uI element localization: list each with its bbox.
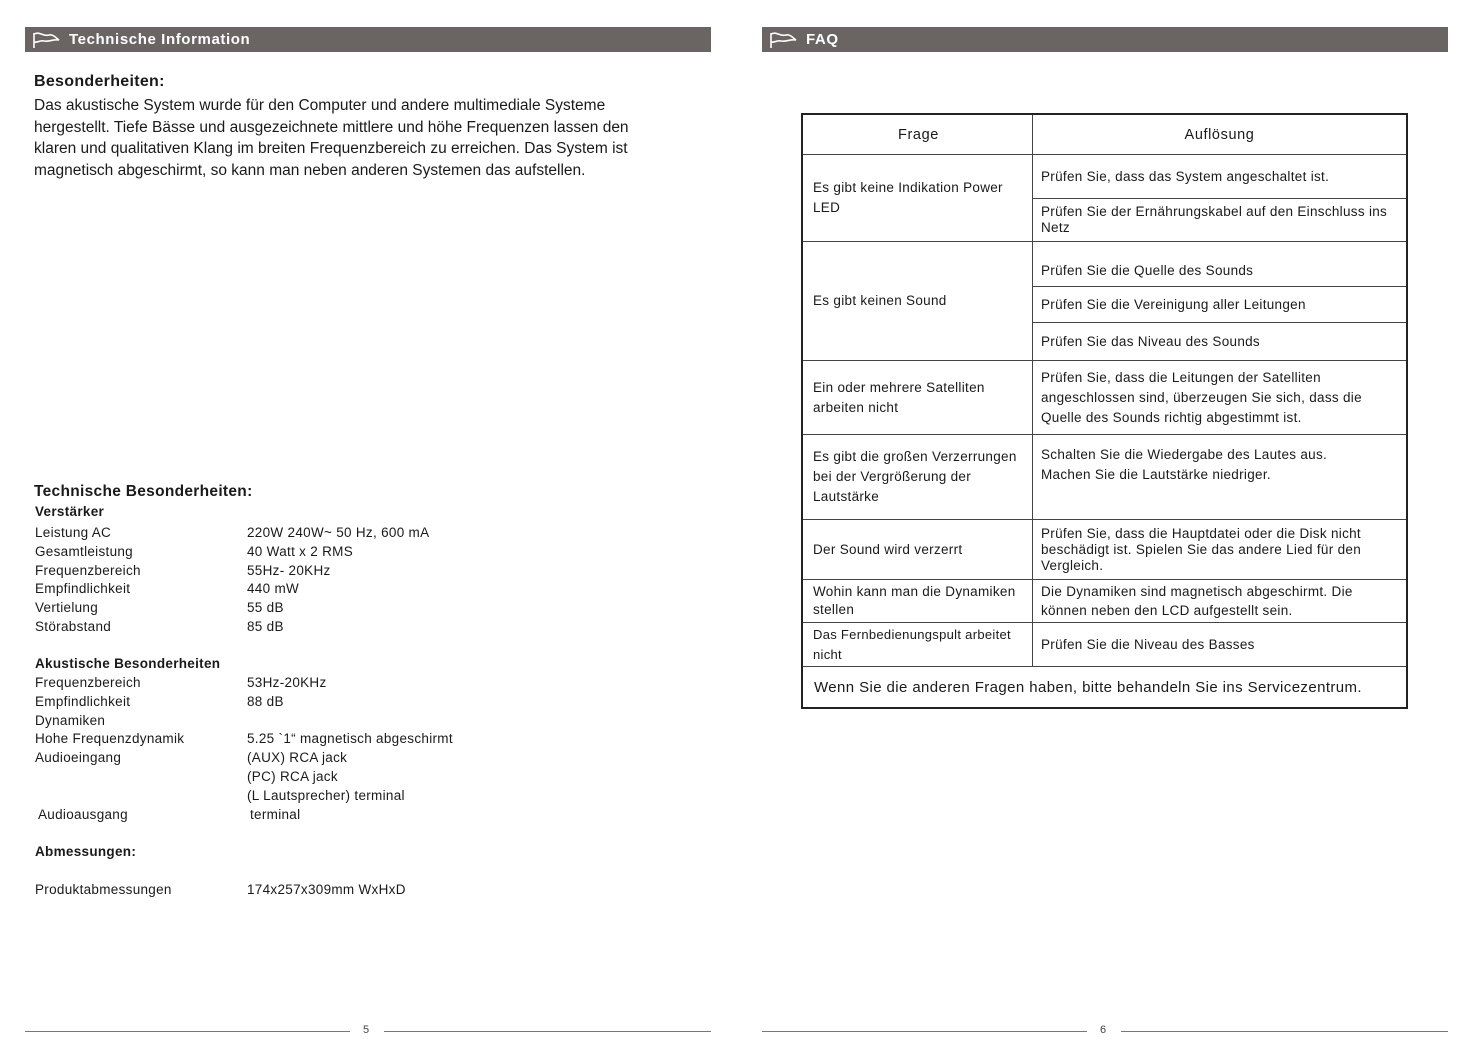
- spec-value: 55 dB: [247, 600, 284, 616]
- spec-row: [35, 806, 675, 825]
- spec-label: [35, 787, 247, 806]
- intro-line: Das akustische System wurde für den Computer und andere multimediale Systeme: [34, 97, 606, 114]
- spec-row: [35, 618, 675, 637]
- faq-answer: Schalten Sie die Wiedergabe des Lautes aus. Machen Sie die Lautstärke niedriger.: [1041, 447, 1328, 482]
- spec-row: [35, 599, 675, 618]
- spec-value: (AUX) RCA jack: [247, 750, 348, 766]
- faq-question: Wohin kann man die Dynamiken stellen: [803, 580, 1033, 622]
- spec-value: 40 Watt x 2 RMS: [247, 543, 354, 559]
- faq-answer: Prüfen Sie die Niveau des Basses: [1041, 636, 1255, 652]
- faq-answer: Die Dynamiken sind magnetisch abgeschirmt. Die können neben den LCD aufgestellt sein.: [1041, 584, 1353, 618]
- spec-row: [35, 562, 675, 581]
- faq-row: [803, 241, 1406, 360]
- faq-answer: Prüfen Sie, dass das System angeschaltet ist.: [1041, 168, 1330, 184]
- spec-row: [35, 712, 675, 731]
- spec-label: Audioausgang: [38, 806, 128, 822]
- faq-row: [803, 154, 1406, 241]
- spec-label: Audioeingang: [35, 750, 122, 766]
- header-title: FAQ: [806, 31, 839, 48]
- spec-label: Empfindlichkeit: [35, 693, 131, 709]
- acoustic-spec-list: [35, 674, 675, 824]
- spec-label: Frequenzbereich: [35, 562, 141, 578]
- intro-line: magnetisch abgeschirmt, so kann man neben anderen Systemen das aufstellen.: [34, 161, 586, 179]
- spec-value: 5.25 `1“ magnetisch abgeschirmt: [247, 731, 453, 747]
- spec-value: terminal: [250, 806, 301, 822]
- amplifier-spec-list: [35, 524, 675, 637]
- faq-question: Das Fernbedienungspult arbeitet nicht: [803, 623, 1033, 666]
- spec-row: [35, 674, 675, 693]
- spec-label: Gesamtleistung: [35, 543, 133, 559]
- faq-answer: Prüfen Sie, dass die Hauptdatei oder die Disk nicht beschädigt ist. Spielen Sie das andere Lied für den Vergleich.: [1041, 525, 1362, 573]
- faq-row: [803, 579, 1406, 622]
- spec-row: [35, 524, 675, 543]
- footer-divider: [25, 1031, 350, 1032]
- faq-row: [803, 434, 1406, 519]
- faq-answer: Prüfen Sie, dass die Leitungen der Satelliten angeschlossen sind, überzeugen Sie sich, dass die Quelle des Sounds richtig abgestimmt ist.: [1041, 369, 1362, 425]
- spec-value: 174x257x309mm WxHxD: [247, 882, 406, 897]
- section-header-technische-information: [25, 27, 711, 52]
- spec-label: Vertielung: [35, 600, 99, 616]
- intro-line: hergestellt. Tiefe Bässe und ausgezeichnete mittlere und höhe Frequenzen lassen den: [34, 118, 629, 136]
- spec-value: 55Hz- 20KHz: [247, 562, 331, 578]
- spec-row: [35, 693, 675, 712]
- header-title: Technische Information: [69, 31, 251, 48]
- amplifier-title: Verstärker: [35, 504, 105, 519]
- spec-label: [35, 768, 247, 787]
- flag-icon: [31, 31, 61, 49]
- faq-header-answer: Auflösung: [1184, 126, 1255, 143]
- spec-value: [247, 712, 675, 731]
- spec-label: Leistung AC: [35, 525, 112, 540]
- faq-answer: Prüfen Sie das Niveau des Sounds: [1033, 322, 1406, 360]
- spec-label: Störabstand: [35, 618, 112, 634]
- faq-question: Es gibt keine Indikation Power LED: [803, 155, 1033, 241]
- faq-header-row: [803, 115, 1406, 154]
- acoustic-title: Akustische Besonderheiten: [35, 656, 221, 671]
- faq-question: Der Sound wird verzerrt: [803, 520, 1033, 579]
- spec-value: (L Lautsprecher) terminal: [247, 787, 405, 803]
- spec-row: [35, 580, 675, 599]
- faq-answer: Prüfen Sie der Ernährungskabel auf den Einschluss ins Netz: [1033, 198, 1406, 241]
- spec-row: [35, 749, 675, 768]
- intro-title: Besonderheiten:: [34, 73, 165, 90]
- faq-question: Es gibt die großen Verzerrungen bei der Vergrößerung der Lautstärke: [803, 435, 1033, 519]
- spec-label: Produktabmessungen: [35, 882, 172, 897]
- faq-answer: Prüfen Sie die Vereinigung aller Leitungen: [1033, 286, 1406, 322]
- faq-row: [803, 519, 1406, 579]
- footer-divider: [1121, 1031, 1448, 1032]
- page-number: 6: [1099, 1024, 1107, 1036]
- spec-row: [35, 768, 675, 787]
- faq-answer: Prüfen Sie die Quelle des Sounds: [1041, 263, 1254, 278]
- dimensions-title: Abmessungen:: [35, 844, 137, 859]
- faq-row: [803, 360, 1406, 434]
- spec-row: [35, 881, 675, 900]
- footer-divider: [384, 1031, 711, 1032]
- spec-value: 85 dB: [247, 618, 284, 634]
- section-header-faq: [762, 27, 1448, 52]
- faq-header-question: Frage: [803, 115, 1033, 154]
- footer-divider: [762, 1031, 1087, 1032]
- spec-label: Hohe Frequenzdynamik: [35, 731, 185, 747]
- flag-icon: [768, 31, 798, 49]
- faq-question: Ein oder mehrere Satelliten arbeiten nicht: [803, 361, 1033, 434]
- spec-value: (PC) RCA jack: [247, 768, 338, 784]
- spec-value: 88 dB: [247, 693, 284, 709]
- faq-footer: Wenn Sie die anderen Fragen haben, bitte behandeln Sie ins Servicezentrum.: [803, 666, 1406, 707]
- spec-row: [35, 787, 675, 806]
- spec-value: 53Hz-20KHz: [247, 675, 327, 690]
- spec-value: 440 mW: [247, 581, 300, 597]
- spec-label: Dynamiken: [35, 712, 106, 728]
- spec-label: Empfindlichkeit: [35, 581, 131, 597]
- intro-line: klaren und qualitativen Klang im breiten Frequenzbereich zu erreichen. Das System ist: [34, 140, 628, 157]
- spec-label: Frequenzbereich: [35, 675, 141, 690]
- page-number: 5: [362, 1024, 370, 1036]
- faq-question: Es gibt keinen Sound: [803, 242, 1033, 360]
- spec-value: 220W 240W~ 50 Hz, 600 mA: [247, 525, 430, 540]
- faq-table: [801, 113, 1408, 709]
- intro-paragraph: [34, 95, 694, 181]
- spec-row: [35, 543, 675, 562]
- spec-row: [35, 730, 675, 749]
- tech-specs-title: Technische Besonderheiten:: [34, 483, 253, 500]
- faq-row: [803, 622, 1406, 666]
- dimensions-spec-list: [35, 881, 675, 900]
